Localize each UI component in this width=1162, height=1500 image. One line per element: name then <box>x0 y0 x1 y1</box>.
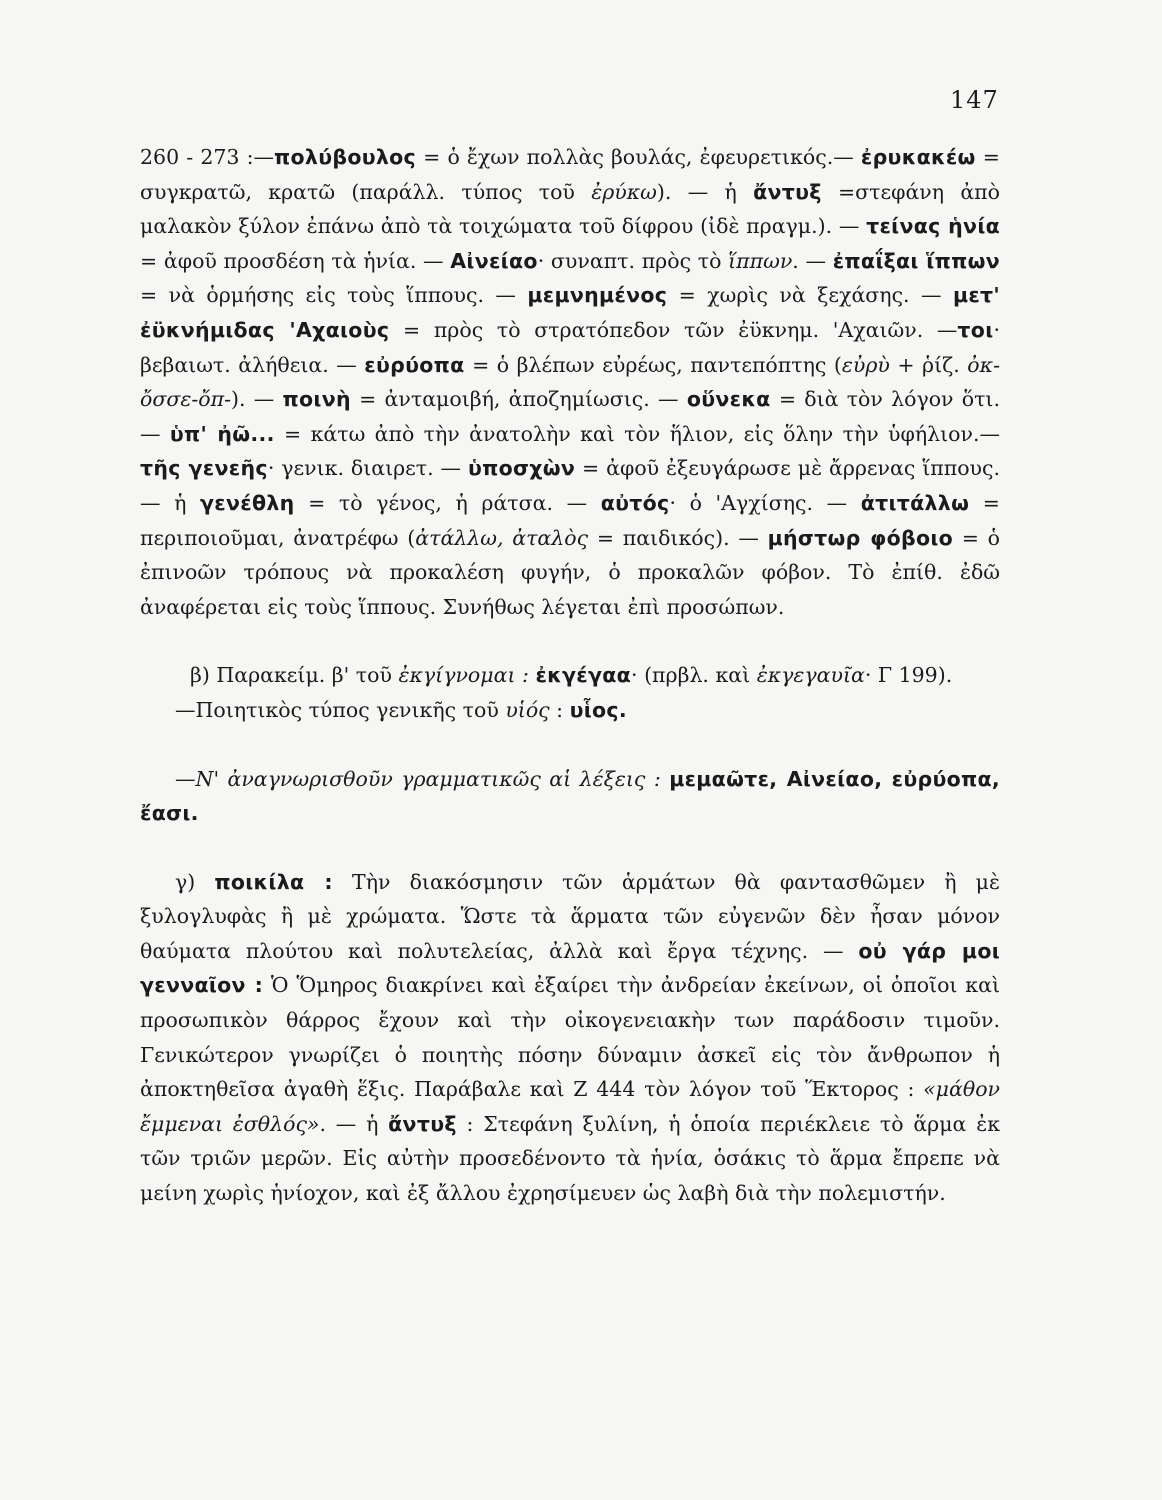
text-run: β) Παρακείμ. β' τοῦ <box>190 663 399 688</box>
term: ἄντυξ <box>753 179 822 204</box>
gloss: = ὁ ἐπινοῶν τρόπους νὰ προκαλέση φυγήν, ὁ προκαλῶν φόβον. Τὸ ἐπίθ. ἐδῶ ἀναφέρεται εἰς τοὺς ἵππους. Συνήθως λέγεται ἐπὶ προσώπων. <box>140 525 1000 619</box>
gloss: = ἀφοῦ ἐξευγάρωσε μὲ ἄρρενας ἵππους. — ἡ <box>140 456 1001 515</box>
term: ὑπ' ἠῶ... <box>169 421 275 446</box>
paragraph-poetic-form <box>140 693 1000 728</box>
gloss: = ὁ βλέπων εὐρέως, παντεπόπτης ( <box>464 352 842 377</box>
gloss: = διὰ τὸν λόγον ὅτι. — <box>140 387 1000 446</box>
term: πολύβουλος <box>274 145 416 169</box>
gloss: · βεβαιωτ. ἀλήθεια. — <box>140 317 1001 377</box>
gloss: = τὸ γένος, ἡ ράτσα. — <box>294 490 601 515</box>
text-run: — <box>175 766 196 791</box>
italic-word: ὀκ-ὄσσε-ὄπ- <box>140 352 1000 412</box>
term: Αἰνείαο <box>450 248 538 273</box>
text-run <box>661 767 669 791</box>
gloss: = παιδικός). — <box>588 525 768 550</box>
term: τῆς γενεῆς <box>140 456 268 481</box>
gloss: = περιποιοῦμαι, ἀνατρέφω ( <box>140 490 1000 550</box>
text-run: · (πρβλ. καὶ <box>631 663 757 688</box>
commentary-text <box>140 140 1000 1211</box>
term: γενέθλη <box>200 490 295 515</box>
paragraph-lines-260-273 <box>140 140 1000 624</box>
gloss: = πρὸς τὸ στρατόπεδον τῶν ἐϋκνημ. 'Αχαιῶν. — <box>389 317 958 342</box>
term: οὐ γάρ μοι γενναῖον : <box>140 938 1000 998</box>
gloss: = ὁ ἔχων πολλὰς βουλάς, ἐφευρετικός.— <box>415 145 861 169</box>
italic-word: ἵππων <box>728 248 793 273</box>
term: τείνας ἡνία <box>866 214 1000 239</box>
italic-word: ἐκγίγνομαι : <box>398 663 529 688</box>
text-run: γ) <box>175 869 215 894</box>
term: ἄντυξ <box>388 1111 457 1136</box>
text-run: —Ποιητικὸς τύπος γενικῆς τοῦ <box>175 697 506 722</box>
gloss: . — <box>792 248 833 273</box>
gloss: = νὰ ὁρμήσης εἰς τοὺς ἵππους. — <box>140 283 528 308</box>
italic-word: ἐρύκω <box>591 179 657 204</box>
gloss: ). — <box>231 387 283 412</box>
text-run: Τὴν διακόσμησιν τῶν ἁρμάτων θὰ φαντασθῶμεν ἢ μὲ ξυλογλυφὰς ἢ μὲ χρώματα. Ὥστε τὰ ἅρματα τῶν εὐγενῶν δὲν ἦσαν μόνον θαύματα πλούτου καὶ πολυτελείας, ἀλλὰ καὶ ἔργα τέχνης. — <box>140 869 1000 963</box>
italic-word: υἱός <box>505 697 550 722</box>
term: ἐπαΐξαι ἵππων <box>832 248 1000 273</box>
italic-quote: «μάθον ἔμμεναι ἐσθλός» <box>140 1077 1000 1136</box>
italic-word: ἐκγεγαυῖα <box>756 663 865 688</box>
text-run: Ὁ Ὅμηρος διακρίνει καὶ ἐξαίρει τὴν ἀνδρείαν ἐκείνων, οἱ ὁποῖοι καὶ προσωπικὸν θάρρος ἔχουν καὶ τὴν οἰκογενειακὴν των παράδοσιν τιμοῦν. Γενικώτερον γνωρίζει ὁ ποιητὴς πόσην δύναμιν ἀσκεῖ εἰς τὸν ἄνθρωπον ἡ ἀποκτηθεῖσα ἀγαθὴ ἕξις. Παράβαλε καὶ Ζ 444 τὸν λόγον τοῦ Ἕκτορος : <box>140 973 1000 1102</box>
gloss: = χωρὶς νὰ ξεχάσης. — <box>667 283 953 308</box>
term: ποινὴ <box>282 387 351 412</box>
gloss: · γενικ. διαιρετ. — <box>267 456 468 481</box>
term: μήστωρ φόβοιο <box>767 525 953 550</box>
gloss: + ῥίζ. <box>889 352 968 377</box>
term: μεμαῶτε, Αἰνείαο, εὐρύοπα, ἔασι. <box>140 766 1000 826</box>
gloss: · ὁ 'Αγχίσης. — <box>669 490 861 515</box>
gloss: = συγκρατῶ, κρατῶ (παράλλ. τύπος τοῦ <box>140 145 1000 204</box>
text-run: : <box>549 697 570 722</box>
gloss: =στεφάνη ἀπὸ μαλακὸν ξύλον ἐπάνω ἀπὸ τὰ τοιχώματα τοῦ δίφρου (ἰδὲ πραγμ.). — <box>140 179 1000 239</box>
term: ὑποσχὼν <box>467 456 576 481</box>
term: τοι <box>957 317 994 342</box>
term: ἐρυκακέω <box>860 145 976 169</box>
line-range: 260 - 273 :— <box>140 145 275 169</box>
gloss: = ἀφοῦ προσδέση τὰ ἡνία. — <box>140 248 451 273</box>
gloss: · συναπτ. πρὸς τὸ <box>537 248 729 273</box>
term: μετ' ἐϋκνήμιδας 'Αχαιοὺς <box>140 283 1000 342</box>
paragraph-beta <box>140 658 1000 693</box>
term: ἐκγέγαα <box>535 663 632 688</box>
text-run: · Γ 199). <box>864 663 953 688</box>
italic-word: ἀτάλλω, ἀταλὸς <box>415 525 589 550</box>
term: αὐτός <box>600 490 670 515</box>
gloss: ). — ἡ <box>656 179 754 204</box>
text-run: . — ἡ <box>319 1111 389 1136</box>
term: υἷος. <box>569 697 627 722</box>
paragraph-exercise <box>140 762 1000 831</box>
term: ἀτιτάλλω <box>860 490 970 515</box>
gloss: = κάτω ἀπὸ τὴν ἀνατολὴν καὶ τὸν ἥλιον, εἰς ὅλην τὴν ὑφήλιον.— <box>274 421 1000 446</box>
term: μεμνημένος <box>527 283 668 308</box>
text-run: : Στεφάνη ξυλίνη, ἡ ὁποία περιέκλειε τὸ ἅρμα ἐκ τῶν τριῶν μερῶν. Εἰς αὐτὴν προσεδένοντο τὰ ἡνία, ὁσάκις τὸ ἅρμα ἔπρεπε νὰ μείνη χωρὶς ἡνίοχον, καὶ ἐξ ἄλλου ἐχρησίμευεν ὡς λαβὴ διὰ τὴν πολεμιστήν. <box>140 1111 1001 1206</box>
term: εὐρύοπα <box>364 352 465 377</box>
italic-word: Ν' ἀναγνωρισθοῦν γραμματικῶς αἱ λέξεις : <box>195 766 661 791</box>
term: ποικίλα : <box>214 869 333 894</box>
paragraph-gamma <box>140 865 1000 1211</box>
page-number: 147 <box>950 86 999 114</box>
gloss: = ἀνταμοιβή, ἀποζημίωσις. — <box>350 387 687 412</box>
term: οὕνεκα <box>686 387 771 412</box>
italic-word: εὐρὺ <box>841 352 890 377</box>
